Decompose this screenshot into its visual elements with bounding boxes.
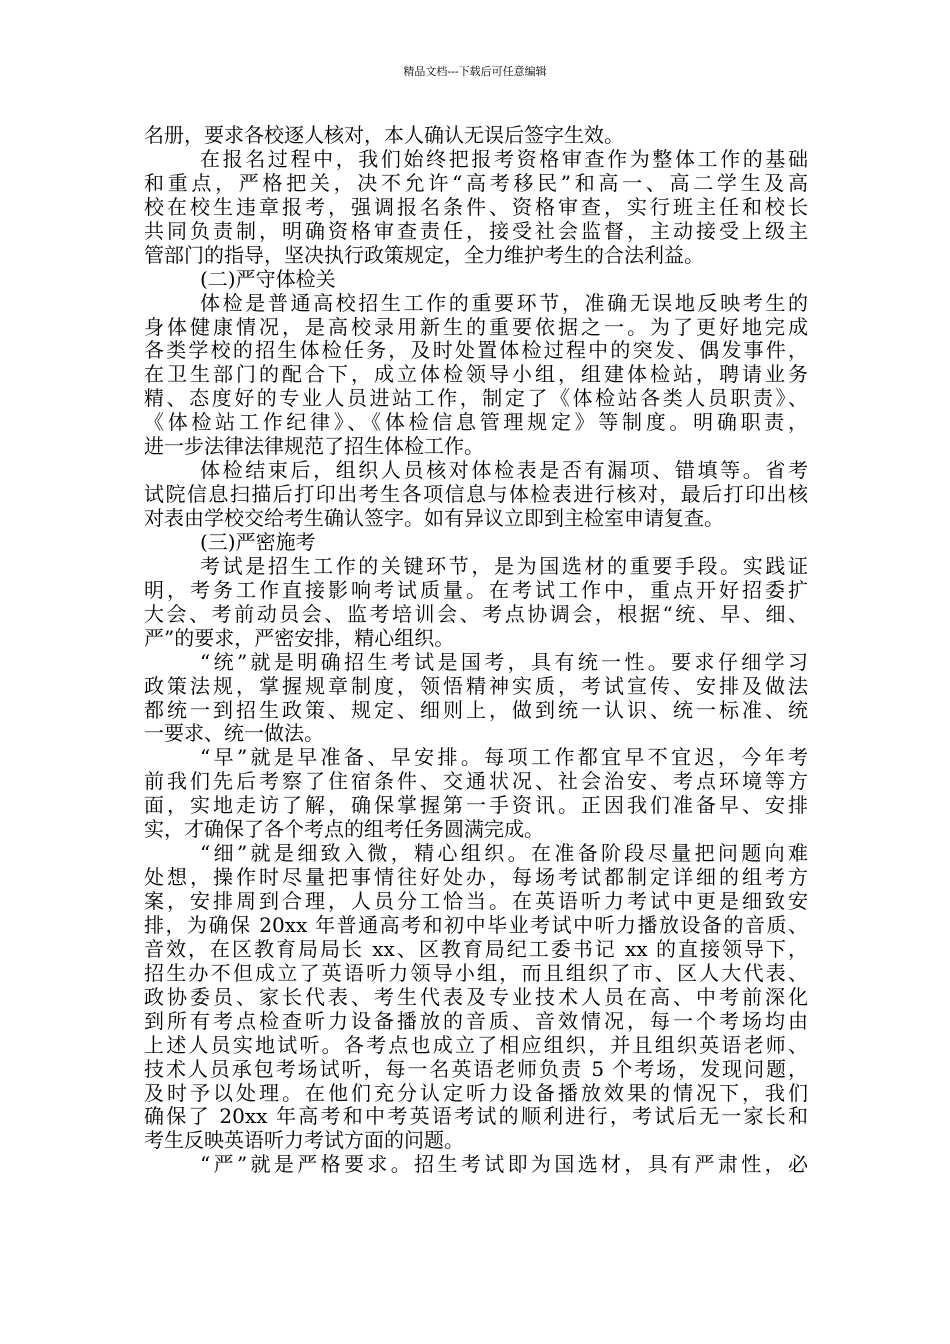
- text-line: 及时予以处理。在他们充分认定听力设备播放效果的情况下，我们: [144, 1080, 808, 1105]
- text-line: 管部门的指导，坚决执行政策规定，全力维护考生的合法利益。: [144, 242, 704, 267]
- text-line: 招生办不但成立了英语听力领导小组，而且组织了市、区人大代表、: [144, 960, 808, 985]
- text-line: 处想，操作时尽量把事情往好处办，每场考试都制定详细的组考方: [144, 865, 808, 890]
- text-line: “统”就是明确招生考试是国考，具有统一性。要求仔细学习: [200, 649, 808, 674]
- text-line: 《体检站工作纪律》、《体检信息管理规定》等制度。明确职责，: [144, 410, 808, 435]
- text-line: 前我们先后考察了住宿条件、交通状况、社会治安、考点环境等方: [144, 769, 808, 794]
- text-line: 进一步法律法律规范了招生体检工作。: [144, 434, 484, 459]
- text-line: 在卫生部门的配合下，成立体检领导小组，组建体检站，聘请业务: [144, 362, 808, 387]
- text-line: “细”就是细致入微，精心组织。在准备阶段尽量把问题向难: [200, 841, 808, 866]
- text-line: 精、态度好的专业人员进站工作，制定了《体检站各类人员职责》、: [144, 386, 808, 411]
- page-header: [0, 64, 950, 80]
- text-line: “严”就是严格要求。招生考试即为国选材，具有严肃性，必: [200, 1152, 808, 1177]
- text-line: 明，考务工作直接影响考试质量。在考试工作中，重点开好招委扩: [144, 577, 808, 602]
- text-line: 都统一到招生政策、规定、细则上，做到统一认识、统一标准、统: [144, 697, 808, 722]
- text-line: 案，安排周到合理，人员分工恰当。在英语听力考试中更是细致安: [144, 889, 808, 913]
- text-line: 和重点，严格把关，决不允许“高考移民”和高一、高二学生及高: [144, 170, 808, 195]
- text-line: 政协委员、家长代表、考生代表及专业技术人员在高、中考前深化: [144, 984, 808, 1009]
- text-line: 对表由学校交给考生确认签字。如有异议立即到主检室申请复查。: [144, 506, 724, 530]
- text-line: 试院信息扫描后打印出考生各项信息与体检表进行核对，最后打印出核: [144, 482, 808, 507]
- text-line: 身体健康情况，是高校录用新生的重要依据之一。为了更好地完成: [144, 314, 808, 339]
- text-line: 到所有考点检查听力设备播放的音质、音效情况，每一个考场均由: [144, 1008, 808, 1033]
- text-line: 政策法规，掌握规章制度，领悟精神实质，考试宣传、安排及做法: [144, 673, 808, 698]
- text-line: (二)严守体检关: [200, 266, 336, 291]
- text-line: “早”就是早准备、早安排。每项工作都宜早不宜迟，今年考: [200, 745, 808, 770]
- text-line: 一要求、统一做法。: [144, 721, 324, 746]
- text-line: 面，实地走访了解，确保掌握第一手资讯。正因我们准备早、安排: [144, 793, 808, 818]
- text-line: 考生反映英语听力考试方面的问题。: [144, 1128, 464, 1153]
- text-line: 实，才确保了各个考点的组考任务圆满完成。: [144, 817, 544, 842]
- text-line: (三)严密施考: [200, 529, 316, 554]
- text-line: 在报名过程中，我们始终把报考资格审查作为整体工作的基础: [200, 146, 808, 171]
- text-line: 排，为确保 20xx 年普通高考和初中毕业考试中听力播放设备的音质、: [144, 912, 808, 937]
- text-line: 上述人员实地试听。各考点也成立了相应组织，并且组织英语老师、: [144, 1032, 808, 1057]
- text-line: 技术人员承包考场试听，每一名英语老师负责 5 个考场，发现问题，: [144, 1056, 808, 1081]
- header-text: 精品文档---下载后可任意编辑: [403, 65, 547, 78]
- text-line: 共同负责制，明确资格审查责任，接受社会监督，主动接受上级主: [144, 218, 808, 243]
- text-line: 名册，要求各校逐人核对，本人确认无误后签字生效。: [144, 123, 624, 147]
- text-line: 严”的要求，严密安排，精心组织。: [144, 625, 455, 650]
- text-line: 校在校生违章报考，强调报名条件、资格审查，实行班主任和校长: [144, 194, 808, 219]
- text-line: 体检结束后，组织人员核对体检表是否有漏项、错填等。省考: [200, 458, 808, 483]
- text-line: 音效，在区教育局局长 xx、区教育局纪工委书记 xx 的直接领导下，: [144, 936, 808, 961]
- document-body: [144, 124, 808, 1177]
- text-line: 确保了 20xx 年高考和中考英语考试的顺利进行，考试后无一家长和: [144, 1104, 808, 1129]
- text-line: 各类学校的招生体检任务，及时处置体检过程中的突发、偶发事件，: [144, 338, 808, 363]
- text-line: 大会、考前动员会、监考培训会、考点协调会，根据“统、早、细、: [144, 601, 808, 626]
- text-line: 考试是招生工作的关键环节，是为国选材的重要手段。实践证: [200, 553, 808, 578]
- text-line: 体检是普通高校招生工作的重要环节，准确无误地反映考生的: [200, 290, 808, 315]
